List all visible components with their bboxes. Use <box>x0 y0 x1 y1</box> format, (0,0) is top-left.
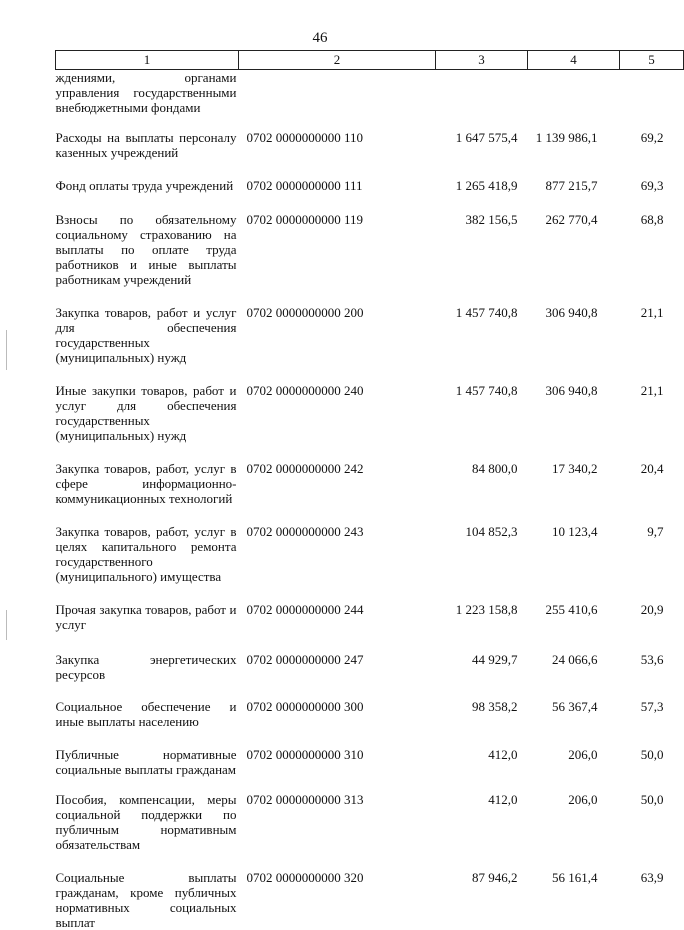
row-value-actual-cell: 306 940,8 <box>528 305 620 383</box>
column-header-4: 4 <box>528 51 620 70</box>
row-value-actual-cell: 56 367,4 <box>528 699 620 747</box>
row-percent-cell: 21,1 <box>620 383 684 461</box>
column-header-3: 3 <box>436 51 528 70</box>
row-code-cell <box>239 70 436 131</box>
row-code-cell: 0702 0000000000 242 <box>239 461 436 524</box>
column-header-2: 2 <box>239 51 436 70</box>
table-row <box>56 70 684 131</box>
table-row <box>56 130 684 178</box>
row-name-cell: Закупка товаров, работ, услуг в сфере информационно-коммуникационных технологий <box>56 461 239 524</box>
row-percent-cell: 50,0 <box>620 747 684 792</box>
table-row <box>56 305 684 383</box>
row-value-planned-cell: 98 358,2 <box>436 699 528 747</box>
row-percent-cell: 69,2 <box>620 130 684 178</box>
row-code-cell: 0702 0000000000 320 <box>239 870 436 930</box>
row-value-actual-cell: 206,0 <box>528 747 620 792</box>
row-percent-cell: 9,7 <box>620 524 684 602</box>
row-value-planned-cell: 44 929,7 <box>436 652 528 699</box>
row-value-planned-cell: 1 647 575,4 <box>436 130 528 178</box>
scan-edge-mark <box>6 330 7 370</box>
row-code-cell: 0702 0000000000 244 <box>239 602 436 652</box>
row-value-planned-cell: 84 800,0 <box>436 461 528 524</box>
row-name-cell: Социальные выплаты гражданам, кроме публичных нормативных социальных выплат <box>56 870 239 930</box>
table-row <box>56 212 684 305</box>
table-row <box>56 747 684 792</box>
header-row <box>56 51 684 70</box>
table-row <box>56 383 684 461</box>
row-name-cell: Закупка товаров, работ, услуг в целях капитального ремонта государственного (муниципального) имущества <box>56 524 239 602</box>
row-value-planned-cell: 87 946,2 <box>436 870 528 930</box>
row-value-planned-cell: 412,0 <box>436 792 528 870</box>
scan-edge-mark <box>6 610 7 640</box>
row-code-cell: 0702 0000000000 240 <box>239 383 436 461</box>
row-name-cell: Социальное обеспечение и иные выплаты населению <box>56 699 239 747</box>
row-value-planned-cell: 382 156,5 <box>436 212 528 305</box>
table-row <box>56 792 684 870</box>
row-code-cell: 0702 0000000000 119 <box>239 212 436 305</box>
row-value-actual-cell: 255 410,6 <box>528 602 620 652</box>
row-value-planned-cell <box>436 70 528 131</box>
row-name-cell: Фонд оплаты труда учреждений <box>56 178 239 212</box>
table-row <box>56 178 684 212</box>
row-value-actual-cell: 1 139 986,1 <box>528 130 620 178</box>
row-percent-cell: 68,8 <box>620 212 684 305</box>
table-header <box>56 51 684 70</box>
row-name-cell: ждениями, органами управления государственными внебюджетными фондами <box>56 70 239 131</box>
table-row <box>56 461 684 524</box>
row-percent-cell: 20,4 <box>620 461 684 524</box>
row-value-planned-cell: 1 223 158,8 <box>436 602 528 652</box>
row-value-planned-cell: 1 265 418,9 <box>436 178 528 212</box>
row-percent-cell: 21,1 <box>620 305 684 383</box>
row-value-actual-cell: 206,0 <box>528 792 620 870</box>
row-code-cell: 0702 0000000000 111 <box>239 178 436 212</box>
row-name-cell: Взносы по обязательному социальному страхованию на выплаты по оплате труда работников и иные выплаты работникам учреждений <box>56 212 239 305</box>
row-code-cell: 0702 0000000000 247 <box>239 652 436 699</box>
row-name-cell: Закупка товаров, работ и услуг для обеспечения государственных (муниципальных) нужд <box>56 305 239 383</box>
row-code-cell: 0702 0000000000 310 <box>239 747 436 792</box>
row-value-actual-cell <box>528 70 620 131</box>
row-percent-cell: 50,0 <box>620 792 684 870</box>
column-header-5: 5 <box>620 51 684 70</box>
row-value-actual-cell: 10 123,4 <box>528 524 620 602</box>
budget-table-container <box>55 50 623 930</box>
budget-table <box>55 50 684 930</box>
row-name-cell: Пособия, компенсации, меры социальной поддержки по публичным нормативным обязательствам <box>56 792 239 870</box>
table-row <box>56 602 684 652</box>
column-header-1: 1 <box>56 51 239 70</box>
row-name-cell: Прочая закупка товаров, работ и услуг <box>56 602 239 652</box>
row-percent-cell: 69,3 <box>620 178 684 212</box>
table-row <box>56 524 684 602</box>
row-percent-cell: 20,9 <box>620 602 684 652</box>
row-value-actual-cell: 306 940,8 <box>528 383 620 461</box>
row-code-cell: 0702 0000000000 243 <box>239 524 436 602</box>
table-row <box>56 699 684 747</box>
table-row <box>56 870 684 930</box>
row-value-actual-cell: 56 161,4 <box>528 870 620 930</box>
row-code-cell: 0702 0000000000 110 <box>239 130 436 178</box>
row-name-cell: Публичные нормативные социальные выплаты гражданам <box>56 747 239 792</box>
row-percent-cell: 63,9 <box>620 870 684 930</box>
row-code-cell: 0702 0000000000 200 <box>239 305 436 383</box>
page-number: 46 <box>0 30 640 47</box>
row-value-planned-cell: 1 457 740,8 <box>436 305 528 383</box>
table-row <box>56 652 684 699</box>
row-name-cell: Закупка энергетических ресурсов <box>56 652 239 699</box>
row-percent-cell <box>620 70 684 131</box>
table-body <box>56 70 684 930</box>
row-value-actual-cell: 24 066,6 <box>528 652 620 699</box>
row-value-actual-cell: 877 215,7 <box>528 178 620 212</box>
row-value-planned-cell: 104 852,3 <box>436 524 528 602</box>
row-value-planned-cell: 412,0 <box>436 747 528 792</box>
row-value-actual-cell: 262 770,4 <box>528 212 620 305</box>
row-percent-cell: 53,6 <box>620 652 684 699</box>
row-value-actual-cell: 17 340,2 <box>528 461 620 524</box>
row-code-cell: 0702 0000000000 300 <box>239 699 436 747</box>
row-name-cell: Иные закупки товаров, работ и услуг для обеспечения государственных (муниципальных) нужд <box>56 383 239 461</box>
row-code-cell: 0702 0000000000 313 <box>239 792 436 870</box>
row-percent-cell: 57,3 <box>620 699 684 747</box>
row-value-planned-cell: 1 457 740,8 <box>436 383 528 461</box>
row-name-cell: Расходы на выплаты персоналу казенных учреждений <box>56 130 239 178</box>
